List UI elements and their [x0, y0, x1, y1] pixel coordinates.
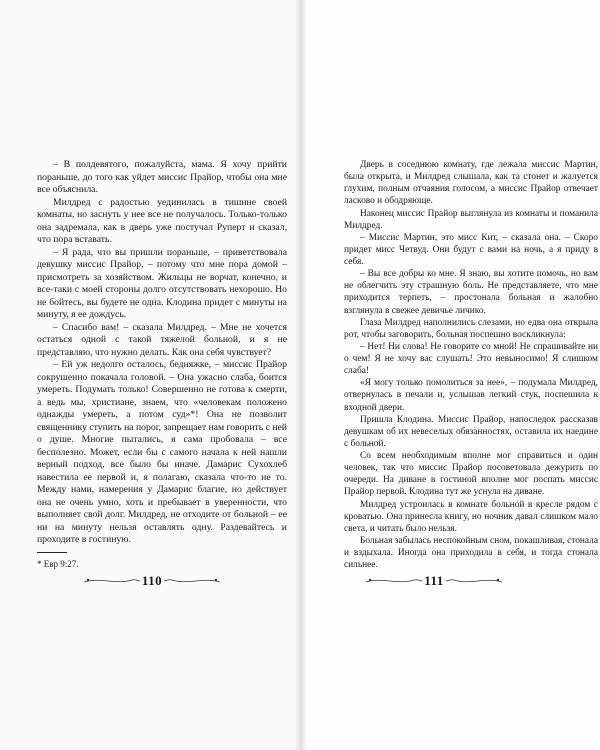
paragraph: – Нет! Ни слова! Не говорите со мной! Не спрашивайте ни о чем! Я не хочу вас слушать! Это невыносимо! Я слишком слаба!: [344, 341, 598, 377]
paragraph: – Ей уж недолго осталось, бедняжке, – миссис Прайор сокрушенно покачала головой. – Она ужасно слаба, боится умереть. Подумать только! Совершенно не готова к смерти, а ведь мы, христиане, знаем, что «человекам положено однажды умереть, а потом суд»*! Она не позволит священнику ступить на порог, запрещает нам говорить с ней о душе. Многие пытались, я сама пробовала – все бесполезно. Может, если бы с самого начала к ней нашли верный подход, все было бы иначе. Дамарис Сухохлеб навестила ее первой и, я полагаю, сказала что-то не то. Между нами, намерения у Дамарис благие, но действует она не очень умно, хоть и пребывает в уверенности, что выполняет свой долг. Милдред, не отходите от больной – ее ни на минуту нельзя оставлять одну. Раздевайтесь и проходите в гостиную.: [37, 359, 287, 546]
paragraph: Пришла Клодина. Миссис Прайор, напоследок рассказав девушкам об их невеселых обязанностях, оставила их наедине с больной.: [344, 414, 598, 449]
paragraph: – Миссис Мартин, это мисс Кит, – сказала она. – Скоро придет мисс Четвуд. Они будут с вами на ночь, а я приду в себя.: [344, 232, 598, 267]
paragraph: – Спасибо вам! – сказала Милдред. – Мне не хочется остаться одной с такой тяжелой больной, и я не представляю, что нужно делать. Как она себя чувствует?: [37, 321, 287, 358]
footnote-rule: [37, 552, 67, 553]
paragraph: «Я могу только помолиться за нее», – подумала Милдред, отвернулась в печали и, услышав легкий стук, поспешила к входной двери.: [344, 378, 598, 413]
left-page-text: [37, 159, 287, 547]
paragraph: Глаза Милдред наполнились слезами, но едва она открыла рот, чтобы заговорить, больная поспешно воскликнула:: [344, 317, 598, 340]
book-gutter: [296, 0, 306, 750]
paragraph: Со всем необходимым вполне мог справиться и один человек, так что миссис Прайор посоветовала дежурить по очереди. На диване в гостиной вполне мог поспать миссис Прайор первой. Клодина тут же уснула на диване.: [344, 451, 598, 498]
right-page-text: [344, 159, 598, 571]
page-number: 110: [141, 573, 163, 588]
paragraph: Милдред устроилась в комнате больной в кресле рядом с кроватью. Она принесла книгу, но ночник давал слишком мало света, и читать было нельзя.: [344, 499, 598, 534]
paragraph: Дверь в соседнюю комнату, где лежала миссис Мартин, была открыта, и Милдред слышала, как та стонет и жалуется глухим, полным отчаяния голосом, а миссис Прайор отвечает ласково и ободряюще.: [344, 160, 598, 207]
paragraph: Больная забылась неспокойным сном, покашливая, стонала и вздыхала. Иногда она приходила в себя, и тогда стонала сильнее.: [344, 535, 598, 571]
paragraph: – Вы все добры ко мне. Я знаю, вы хотите помочь, но вам не облегчить эту страшную боль. Не представляете, что мне приходится терпеть, – простонала больная и жалобно взглянула в свежее девичье личико.: [344, 269, 598, 316]
paragraph: – В полдевятого, пожалуйста, мама. Я хочу прийти пораньше, до того как уйдет миссис Прайор, чтобы она мне все объяснила.: [37, 159, 287, 196]
paragraph: – Я рада, что вы пришли пораньше, – приветствовала девушку миссис Прайор, – потому что мне пора домой – присмотреть за хозяйством. Жильцы не ворчат, конечно, и все-таки с моей стороны долго отсутствовать нехорошо. Но не бойтесь, вы будете не одна. Клодина придет с минуты на минуту, я ее дождусь.: [37, 246, 287, 321]
page-number-ornament: [364, 574, 504, 588]
paragraph: Милдред с радостью уединилась в тишине своей комнаты, но заснуть у нее все не получалось. Только-только она задремала, как в дверь уже постучал Руперт и сказал, что пора вставать.: [37, 196, 287, 246]
right-page: [300, 0, 600, 750]
page-number: 111: [424, 573, 444, 588]
footnote: * Евр 9:27.: [37, 559, 79, 569]
paragraph: Наконец миссис Прайор выглянула из комнаты и поманила Милдред.: [344, 208, 598, 231]
page-number-ornament: [82, 574, 222, 588]
